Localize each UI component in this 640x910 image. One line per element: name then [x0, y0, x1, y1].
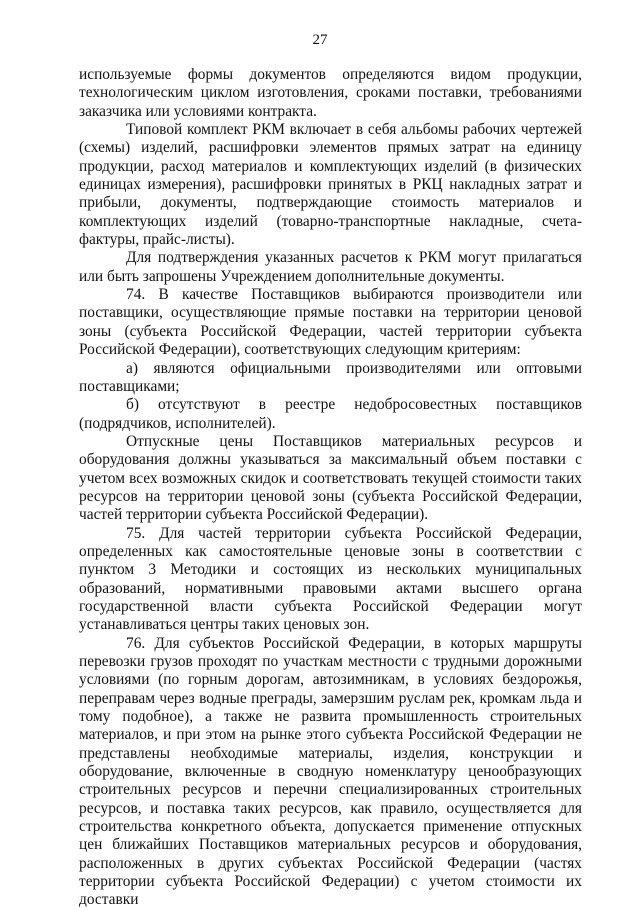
- paragraph-intro-continuation: используемые формы документов определяются видом продукции, технологическим циклом изготовления, сроками поставки, требованиями заказчика или условиями контракта.: [79, 66, 582, 120]
- paragraph-item-76: 76. Для субъектов Российской Федерации, в которых маршруты перевозки грузов проходят по участкам местности с трудными дорожными условиями (по горным дорогам, автозимникам, в условиях бездорожья, переправам через водные преграды, замерзшим руслам рек, кромкам льда и тому подобное), а также не развита промышленность строительных материалов, и при этом на рынке этого субъекта Российской Федерации не представлены необходимые материалы, изделия, конструкции и оборудование, включенные в сводную номенклатуру ценообразующих строительных ресурсов и перечни специализированных строительных ресурсов, и поставка таких ресурсов, как правило, осуществляется для строительства конкретного объекта, допускается применение отпускных цен ближайших Поставщиков материальных ресурсов и оборудования, расположенных в других субъектах Российской Федерации (частях территории субъекта Российской Федерации) с учетом стоимости их доставки: [79, 634, 582, 909]
- page-number: 27: [312, 32, 328, 48]
- paragraph-item-74: 74. В качестве Поставщиков выбираются производители или поставщики, осуществляющие прямые поставки на территории ценовой зоны (субъекта Российской Федерации, частей территории субъекта Российской Федерации), соответствующих следующим критериям:: [79, 286, 582, 359]
- paragraph-additional-documents: Для подтверждения указанных расчетов к РКМ могут прилагаться или быть запрошены Учреждением дополнительные документы.: [79, 249, 582, 285]
- paragraph-rkm-set: Типовой комплект РКМ включает в себя альбомы рабочих чертежей (схемы) изделий, расшифровки элементов прямых затрат на единицу продукции, расход материалов и комплектующих изделий (в физических единицах измерения), расшифровки принятых в РКЦ накладных затрат и прибыли, документы, подтверждающие стоимость материалов и комплектующих изделий (товарно-транспортные накладные, счета-фактуры, прайс-листы).: [79, 121, 582, 249]
- paragraph-criterion-a: а) являются официальными производителями или оптовыми поставщиками;: [79, 359, 582, 395]
- paragraph-supplier-prices: Отпускные цены Поставщиков материальных ресурсов и оборудования должны указываться за максимальный объем поставки с учетом всех возможных скидок и соответствовать текущей стоимости таких ресурсов на территории ценовой зоны (субъекта Российской Федерации, частей территории субъекта Российской Федерации).: [79, 432, 582, 524]
- document-body: [79, 66, 582, 910]
- paragraph-item-75: 75. Для частей территории субъекта Российской Федерации, определенных как самостоятельные ценовые зоны в соответствии с пунктом 3 Методики и состоящих из нескольких муниципальных образований, нормативными правовыми актами высшего органа государственной власти субъекта Российской Федерации могут устанавливаться центры таких ценовых зон.: [79, 524, 582, 634]
- paragraph-criterion-b: б) отсутствуют в реестре недобросовестных поставщиков (подрядчиков, исполнителей).: [79, 396, 582, 432]
